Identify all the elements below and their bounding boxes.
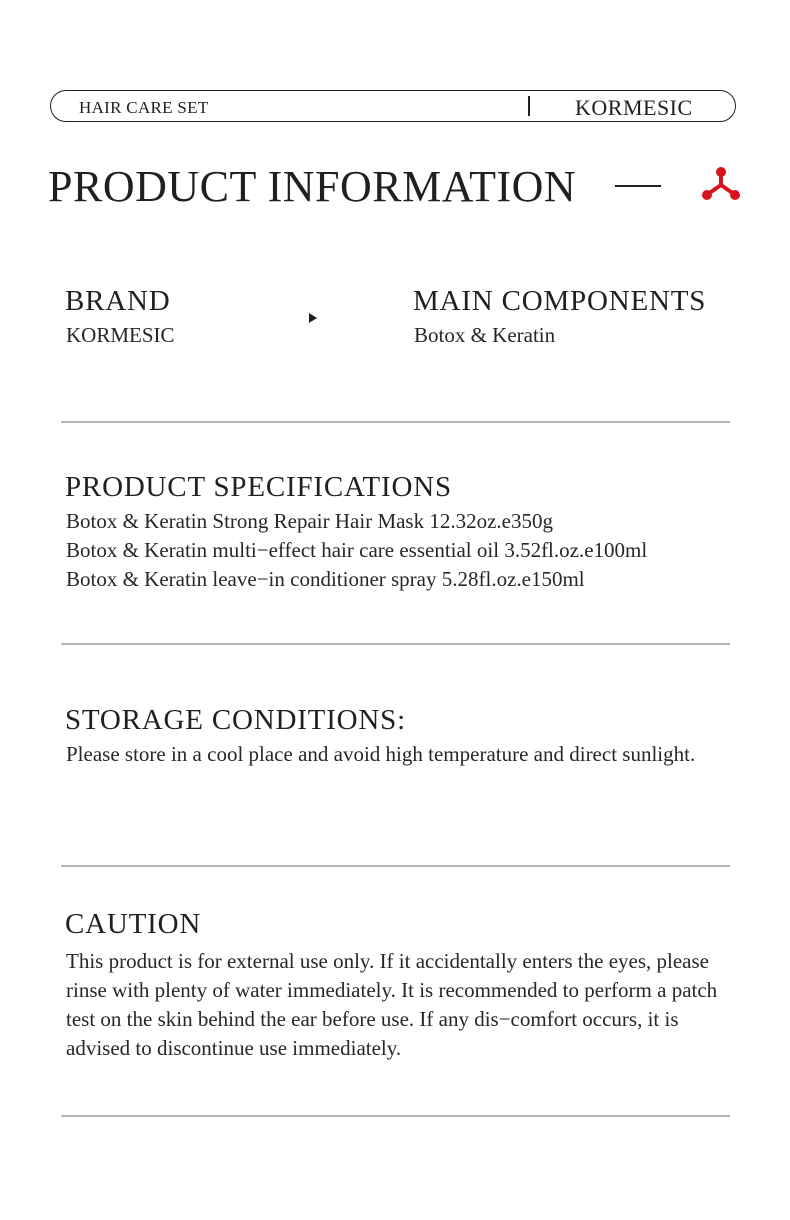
caution-text: This product is for external use only. If it accidentally enters the eyes, please rinse with plenty of water immediately. It is recommended to perform a patch test on the skin behind the ear before use. If any dis−comfort occurs, it is advised to discontinue use immediately. [66,949,718,1060]
brand-logo: KORMESIC [575,95,693,120]
header-divider [528,96,530,116]
header-label: HAIR CARE SET [79,98,209,117]
brand-heading: BRAND [65,285,171,317]
page-title: PRODUCT INFORMATION [48,162,577,211]
specifications-list [66,507,647,594]
specifications-heading: PRODUCT SPECIFICATIONS [65,471,452,503]
header-bar [50,90,736,122]
components-value: Botox & Keratin [414,323,556,347]
caution-heading: CAUTION [65,908,202,940]
divider [61,865,730,867]
divider [61,643,730,645]
divider [61,1115,730,1117]
spec-line: Botox & Keratin Strong Repair Hair Mask 12.32oz.e350g [66,509,553,533]
molecule-icon [701,166,741,202]
spec-line: Botox & Keratin leave−in conditioner spray 5.28fl.oz.e150ml [66,567,585,591]
brand-value: KORMESIC [66,323,175,347]
spec-line: Botox & Keratin multi−effect hair care essential oil 3.52fl.oz.e100ml [66,538,648,562]
title-dash [615,185,661,187]
storage-heading: STORAGE CONDITIONS: [65,704,406,736]
storage-text: Please store in a cool place and avoid high temperature and direct sunlight. [66,742,696,766]
divider [61,421,730,423]
components-heading: MAIN COMPONENTS [413,285,707,317]
triangle-right-icon [309,313,317,323]
